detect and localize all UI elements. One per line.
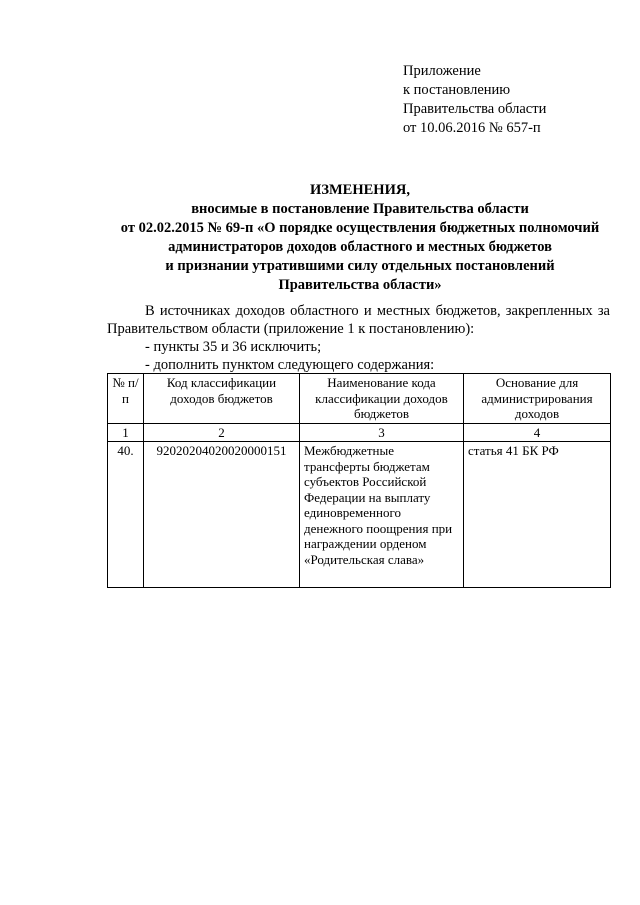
cell-code: 92020204020020000151 (144, 442, 300, 588)
appendix-block (403, 62, 546, 138)
cell-name: Межбюджетные трансферты бюджетам субъектов Российской Федерации на выплату единовременного денежного поощрения при награждении орденом «Родительская слава» (300, 442, 464, 588)
appendix-line: от 10.06.2016 № 657-п (403, 120, 541, 136)
table-row (108, 442, 611, 588)
column-number: 2 (144, 423, 300, 442)
amendment-table (107, 373, 611, 588)
appendix-line: Приложение (403, 63, 481, 79)
body-text (107, 302, 610, 374)
appendix-line: Правительства области (403, 101, 547, 117)
header-number: № п/п (108, 374, 144, 424)
header-code: Код классификации доходов бюджетов (144, 374, 300, 424)
list-item: - дополнить пунктом следующего содержания: (145, 357, 435, 373)
document-heading (100, 181, 620, 295)
body-paragraph: В источниках доходов областного и местных бюджетов, закрепленных за Правительством области (приложение 1 к постановлению): (107, 303, 610, 337)
heading-line: и признании утратившими силу отдельных постановлений (165, 258, 555, 274)
column-number: 1 (108, 423, 144, 442)
table-header-row (108, 374, 611, 424)
column-number: 4 (464, 423, 611, 442)
heading-title: ИЗМЕНЕНИЯ, (310, 182, 410, 198)
cell-number: 40. (108, 442, 144, 588)
header-basis: Основание для администрирования доходов (464, 374, 611, 424)
heading-line: администраторов доходов областного и местных бюджетов (168, 239, 552, 255)
cell-basis: статья 41 БК РФ (464, 442, 611, 588)
column-number: 3 (300, 423, 464, 442)
table-column-numbers-row (108, 423, 611, 442)
appendix-line: к постановлению (403, 82, 511, 98)
heading-line: от 02.02.2015 № 69-п «О порядке осуществления бюджетных полномочий (120, 220, 600, 236)
header-name: Наименование кода классификации доходов бюджетов (300, 374, 464, 424)
heading-line: Правительства области» (278, 277, 442, 293)
list-item: - пункты 35 и 36 исключить; (145, 339, 322, 355)
heading-line: вносимые в постановление Правительства области (191, 201, 529, 217)
